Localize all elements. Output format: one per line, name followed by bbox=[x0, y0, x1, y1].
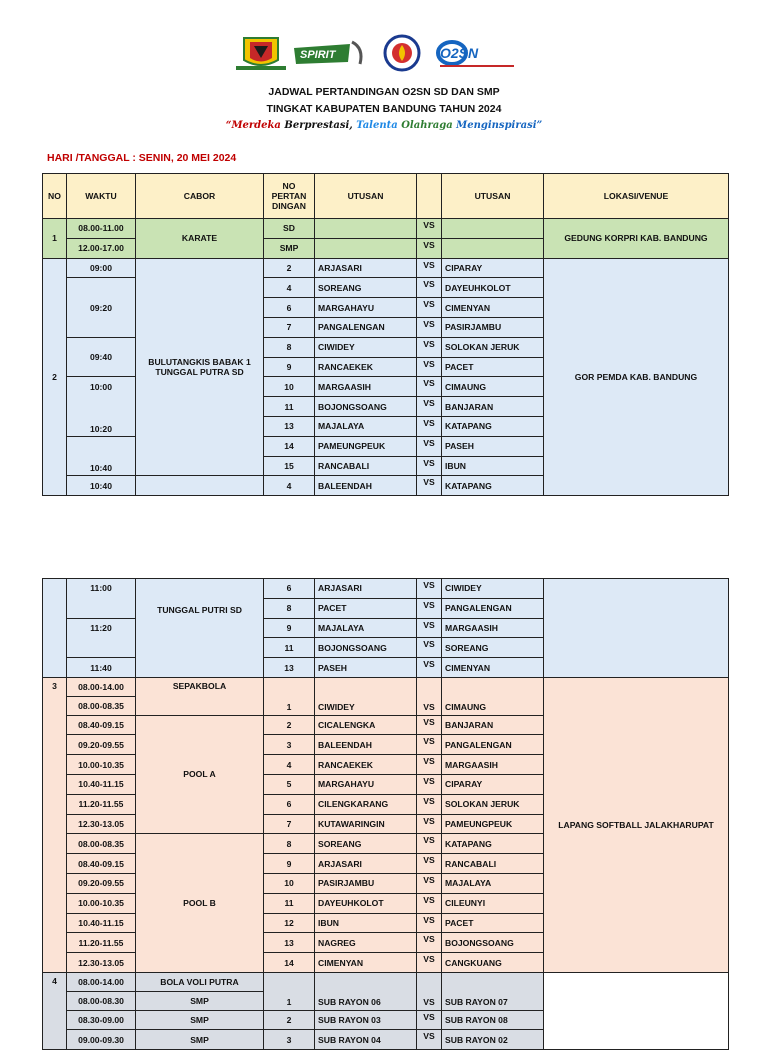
voli-no: 4 bbox=[43, 972, 67, 1049]
match-number: 13 bbox=[264, 416, 315, 436]
match-time: 10.00-10.35 bbox=[67, 755, 136, 775]
kabupaten-bandung-crest-logo bbox=[234, 34, 288, 72]
utusan-a: CICALENGKA bbox=[315, 715, 417, 735]
tagline-part-2: Berprestasi, bbox=[280, 120, 357, 131]
match-number: 11 bbox=[264, 638, 315, 658]
vs-label: VS bbox=[417, 854, 442, 874]
karate-level-sd: SD bbox=[264, 219, 315, 239]
match-time: 09:40 bbox=[67, 337, 136, 377]
utusan-b: CIPARAY bbox=[442, 774, 544, 794]
tagline-part-4: Olahraga bbox=[397, 120, 453, 131]
utusan-b: SUB RAYON 07 bbox=[442, 972, 544, 1010]
utusan-a: MAJALAYA bbox=[315, 618, 417, 638]
voli-time-range: 08.00-14.00 bbox=[67, 972, 136, 991]
match-time: 08.00-08.35 bbox=[67, 696, 136, 715]
tagline-part-1: “Merdeka bbox=[225, 120, 281, 131]
col-header-lokasi: LOKASI/VENUE bbox=[544, 174, 729, 219]
utusan-b: PAMEUNGPEUK bbox=[442, 814, 544, 834]
match-number: 14 bbox=[264, 953, 315, 973]
vs-label: VS bbox=[417, 298, 442, 318]
vs-label: VS bbox=[417, 1030, 442, 1050]
pool-a-label: POOL A bbox=[136, 715, 264, 834]
match-number: 13 bbox=[264, 658, 315, 678]
utusan-b: SOLOKAN JERUK bbox=[442, 794, 544, 814]
utusan-b: CIMENYAN bbox=[442, 658, 544, 678]
empty-lokasi-cell bbox=[544, 579, 729, 678]
match-time: 10:40 bbox=[67, 436, 136, 476]
tagline-part-5: Menginspirasi” bbox=[452, 120, 543, 131]
utusan-a: MARGAHAYU bbox=[315, 774, 417, 794]
utusan-a: SOREANG bbox=[315, 834, 417, 854]
match-time: 10:40 bbox=[67, 476, 136, 496]
match-time: 09.20-09.55 bbox=[67, 735, 136, 755]
bulutangkis-lokasi: GOR PEMDA KAB. BANDUNG bbox=[544, 258, 729, 496]
match-time: 11.20-11.55 bbox=[67, 933, 136, 953]
utusan-b: PANGALENGAN bbox=[442, 735, 544, 755]
utusan-b: CIPARAY bbox=[442, 258, 544, 278]
table-row bbox=[43, 677, 729, 696]
match-time: 12.30-13.05 bbox=[67, 953, 136, 973]
vs-label: VS bbox=[417, 774, 442, 794]
utusan-b: PACET bbox=[442, 357, 544, 377]
utusan-b: BOJONGSOANG bbox=[442, 933, 544, 953]
utusan-b: KATAPANG bbox=[442, 416, 544, 436]
match-number: 3 bbox=[264, 1030, 315, 1050]
match-time: 09:20 bbox=[67, 278, 136, 337]
match-number: 4 bbox=[264, 278, 315, 298]
utusan-a: BALEENDAH bbox=[315, 476, 417, 496]
vs-label: VS bbox=[417, 715, 442, 735]
utusan-a: RANCAEKEK bbox=[315, 755, 417, 775]
match-number: 11 bbox=[264, 397, 315, 417]
vs-label: VS bbox=[417, 873, 442, 893]
match-number: 2 bbox=[264, 715, 315, 735]
vs-label: VS bbox=[417, 677, 442, 715]
empty-cell bbox=[442, 219, 544, 239]
match-number: 10 bbox=[264, 377, 315, 397]
utusan-a: IBUN bbox=[315, 913, 417, 933]
utusan-a: SUB RAYON 06 bbox=[315, 972, 417, 1010]
utusan-a: RANCAEKEK bbox=[315, 357, 417, 377]
vs-label: VS bbox=[417, 337, 442, 357]
utusan-a: CILENGKARANG bbox=[315, 794, 417, 814]
match-number: 13 bbox=[264, 933, 315, 953]
table-row bbox=[43, 219, 729, 239]
voli-level: SMP bbox=[136, 1010, 264, 1030]
match-number: 8 bbox=[264, 337, 315, 357]
utusan-a: SUB RAYON 04 bbox=[315, 1030, 417, 1050]
match-number: 1 bbox=[264, 972, 315, 1010]
sepakbola-time-range: 08.00-14.00 bbox=[67, 677, 136, 696]
vs-label: VS bbox=[417, 794, 442, 814]
match-number: 4 bbox=[264, 755, 315, 775]
pool-b-label: POOL B bbox=[136, 834, 264, 973]
match-number: 11 bbox=[264, 893, 315, 913]
utusan-a: SOREANG bbox=[315, 278, 417, 298]
match-time: 10.00-10.35 bbox=[67, 893, 136, 913]
vs-label: VS bbox=[417, 258, 442, 278]
putri-cabor: TUNGGAL PUTRI SD bbox=[136, 579, 264, 678]
col-header-no: NO bbox=[43, 174, 67, 219]
utusan-b: CANGKUANG bbox=[442, 953, 544, 973]
vs-label: VS bbox=[417, 735, 442, 755]
utusan-a: RANCABALI bbox=[315, 456, 417, 476]
utusan-a: CIWIDEY bbox=[315, 677, 417, 715]
empty-cell bbox=[136, 476, 264, 496]
col-header-utusan-1: UTUSAN bbox=[315, 174, 417, 219]
utusan-b: PASIRJAMBU bbox=[442, 317, 544, 337]
col-header-utusan-2: UTUSAN bbox=[442, 174, 544, 219]
karate-lokasi: GEDUNG KORPRI KAB. BANDUNG bbox=[544, 219, 729, 259]
vs-label: VS bbox=[417, 972, 442, 1010]
vs-label: VS bbox=[417, 834, 442, 854]
utusan-a: PASEH bbox=[315, 658, 417, 678]
match-time: 11:40 bbox=[67, 658, 136, 678]
vs-label: VS bbox=[417, 238, 442, 258]
karate-level-smp: SMP bbox=[264, 238, 315, 258]
utusan-b: SOREANG bbox=[442, 638, 544, 658]
sepakbola-cabor: SEPAKBOLA bbox=[136, 677, 264, 715]
utusan-a: MARGAHAYU bbox=[315, 298, 417, 318]
col-header-vs-blank bbox=[417, 174, 442, 219]
match-number: 1 bbox=[264, 677, 315, 715]
karate-no: 1 bbox=[43, 219, 67, 259]
o2sn-logo bbox=[432, 34, 520, 72]
logo-bar bbox=[0, 34, 768, 74]
utusan-a: CIWIDEY bbox=[315, 337, 417, 357]
vs-label: VS bbox=[417, 579, 442, 599]
utusan-a: NAGREG bbox=[315, 933, 417, 953]
utusan-a: KUTAWARINGIN bbox=[315, 814, 417, 834]
match-time: 10.40-11.15 bbox=[67, 774, 136, 794]
utusan-a: MARGAASIH bbox=[315, 377, 417, 397]
utusan-b: BANJARAN bbox=[442, 397, 544, 417]
karate-time-sd: 08.00-11.00 bbox=[67, 219, 136, 239]
tagline-part-3: Talenta bbox=[356, 120, 398, 131]
match-time: 08.30-09.00 bbox=[67, 1010, 136, 1030]
utusan-b: IBUN bbox=[442, 456, 544, 476]
match-number: 7 bbox=[264, 317, 315, 337]
match-time: 10:00 bbox=[67, 377, 136, 397]
vs-label: VS bbox=[417, 933, 442, 953]
match-number: 5 bbox=[264, 774, 315, 794]
utusan-b: RANCABALI bbox=[442, 854, 544, 874]
match-time: 08.00-08.30 bbox=[67, 991, 136, 1010]
match-time: 11.20-11.55 bbox=[67, 794, 136, 814]
match-number: 8 bbox=[264, 834, 315, 854]
utusan-b: MAJALAYA bbox=[442, 873, 544, 893]
utusan-a: PAMEUNGPEUK bbox=[315, 436, 417, 456]
utusan-a: PACET bbox=[315, 598, 417, 618]
title-line-2: TINGKAT KABUPATEN BANDUNG TAHUN 2024 bbox=[266, 103, 502, 115]
title-line-1: JADWAL PERTANDINGAN O2SN SD DAN SMP bbox=[268, 86, 500, 98]
col-header-waktu: WAKTU bbox=[67, 174, 136, 219]
vs-label: VS bbox=[417, 1010, 442, 1030]
match-number: 14 bbox=[264, 436, 315, 456]
utusan-a: SUB RAYON 03 bbox=[315, 1010, 417, 1030]
col-header-cabor: CABOR bbox=[136, 174, 264, 219]
schedule-table-1 bbox=[42, 173, 729, 496]
vs-label: VS bbox=[417, 953, 442, 973]
vs-label: VS bbox=[417, 476, 442, 496]
utusan-b: CILEUNYI bbox=[442, 893, 544, 913]
match-number: 9 bbox=[264, 618, 315, 638]
utusan-b: DAYEUHKOLOT bbox=[442, 278, 544, 298]
match-number: 3 bbox=[264, 735, 315, 755]
bulutangkis-no: 2 bbox=[43, 258, 67, 496]
voli-cabor: BOLA VOLI PUTRA bbox=[136, 972, 264, 991]
utusan-a: BOJONGSOANG bbox=[315, 638, 417, 658]
o2sn-logo-text: O2SN bbox=[440, 45, 479, 61]
utusan-a: ARJASARI bbox=[315, 258, 417, 278]
schedule-table-2 bbox=[42, 578, 729, 1050]
vs-label: VS bbox=[417, 219, 442, 239]
karate-cabor: KARATE bbox=[136, 219, 264, 259]
utusan-b: CIMENYAN bbox=[442, 298, 544, 318]
sepakbola-no: 3 bbox=[43, 677, 67, 972]
utusan-b: SOLOKAN JERUK bbox=[442, 337, 544, 357]
empty-cell bbox=[442, 238, 544, 258]
utusan-a: PASIRJAMBU bbox=[315, 873, 417, 893]
karate-time-smp: 12.00-17.00 bbox=[67, 238, 136, 258]
utusan-b: CIWIDEY bbox=[442, 579, 544, 599]
empty-cell bbox=[315, 219, 417, 239]
utusan-a: PANGALENGAN bbox=[315, 317, 417, 337]
utusan-a: DAYEUHKOLOT bbox=[315, 893, 417, 913]
utusan-b: SUB RAYON 08 bbox=[442, 1010, 544, 1030]
match-time: 11:20 bbox=[67, 618, 136, 658]
voli-lokasi-cell bbox=[544, 972, 729, 1049]
vs-label: VS bbox=[417, 416, 442, 436]
match-number: 4 bbox=[264, 476, 315, 496]
match-number: 9 bbox=[264, 854, 315, 874]
table-row bbox=[43, 258, 729, 278]
utusan-b: PASEH bbox=[442, 436, 544, 456]
match-time: 10:20 bbox=[67, 397, 136, 437]
tagline bbox=[0, 120, 768, 131]
match-number: 6 bbox=[264, 794, 315, 814]
match-number: 6 bbox=[264, 298, 315, 318]
match-time: 10.40-11.15 bbox=[67, 913, 136, 933]
vs-label: VS bbox=[417, 436, 442, 456]
vs-label: VS bbox=[417, 658, 442, 678]
match-time: 08.40-09.15 bbox=[67, 715, 136, 735]
table-row bbox=[43, 972, 729, 991]
utusan-a: ARJASARI bbox=[315, 854, 417, 874]
vs-label: VS bbox=[417, 814, 442, 834]
utusan-a: BOJONGSOANG bbox=[315, 397, 417, 417]
utusan-b: PANGALENGAN bbox=[442, 598, 544, 618]
utusan-b: MARGAASIH bbox=[442, 618, 544, 638]
vs-label: VS bbox=[417, 278, 442, 298]
kemendikbud-round-logo bbox=[380, 34, 424, 72]
match-number: 8 bbox=[264, 598, 315, 618]
utusan-b: KATAPANG bbox=[442, 834, 544, 854]
match-time: 11:00 bbox=[67, 579, 136, 619]
utusan-b: CIMAUNG bbox=[442, 377, 544, 397]
vs-label: VS bbox=[417, 618, 442, 638]
match-number: 12 bbox=[264, 913, 315, 933]
vs-label: VS bbox=[417, 598, 442, 618]
vs-label: VS bbox=[417, 913, 442, 933]
utusan-b: CIMAUNG bbox=[442, 677, 544, 715]
match-number: 7 bbox=[264, 814, 315, 834]
match-number: 6 bbox=[264, 579, 315, 599]
vs-label: VS bbox=[417, 397, 442, 417]
utusan-b: BANJARAN bbox=[442, 715, 544, 735]
schedule-date: HARI /TANGGAL : SENIN, 20 MEI 2024 bbox=[47, 152, 237, 164]
match-number: 2 bbox=[264, 258, 315, 278]
match-number: 2 bbox=[264, 1010, 315, 1030]
utusan-a: CIMENYAN bbox=[315, 953, 417, 973]
table-row bbox=[43, 579, 729, 599]
spirit-logo-text: SPIRIT bbox=[300, 49, 336, 61]
utusan-a: MAJALAYA bbox=[315, 416, 417, 436]
utusan-b: PACET bbox=[442, 913, 544, 933]
voli-level: SMP bbox=[136, 991, 264, 1010]
col-header-pertandingan: NO PERTAN DINGAN bbox=[264, 174, 315, 219]
empty-cell bbox=[315, 238, 417, 258]
utusan-b: SUB RAYON 02 bbox=[442, 1030, 544, 1050]
vs-label: VS bbox=[417, 638, 442, 658]
utusan-a: BALEENDAH bbox=[315, 735, 417, 755]
bulutangkis-cabor: BULUTANGKIS BABAK 1 TUNGGAL PUTRA SD bbox=[136, 258, 264, 476]
utusan-b: KATAPANG bbox=[442, 476, 544, 496]
match-time: 09.20-09.55 bbox=[67, 873, 136, 893]
spirit-logo bbox=[290, 34, 370, 72]
voli-level: SMP bbox=[136, 1030, 264, 1050]
empty-no-cell bbox=[43, 579, 67, 678]
match-time: 09:00 bbox=[67, 258, 136, 278]
sepakbola-lokasi: LAPANG SOFTBALL JALAKHARUPAT bbox=[544, 677, 729, 972]
match-number: 10 bbox=[264, 873, 315, 893]
match-time: 08.40-09.15 bbox=[67, 854, 136, 874]
table-header-row bbox=[43, 174, 729, 219]
utusan-a: ARJASARI bbox=[315, 579, 417, 599]
vs-label: VS bbox=[417, 755, 442, 775]
vs-label: VS bbox=[417, 456, 442, 476]
match-time: 12.30-13.05 bbox=[67, 814, 136, 834]
match-time: 08.00-08.35 bbox=[67, 834, 136, 854]
vs-label: VS bbox=[417, 893, 442, 913]
match-number: 9 bbox=[264, 357, 315, 377]
vs-label: VS bbox=[417, 377, 442, 397]
match-number: 15 bbox=[264, 456, 315, 476]
match-time: 09.00-09.30 bbox=[67, 1030, 136, 1050]
vs-label: VS bbox=[417, 357, 442, 377]
vs-label: VS bbox=[417, 317, 442, 337]
utusan-b: MARGAASIH bbox=[442, 755, 544, 775]
